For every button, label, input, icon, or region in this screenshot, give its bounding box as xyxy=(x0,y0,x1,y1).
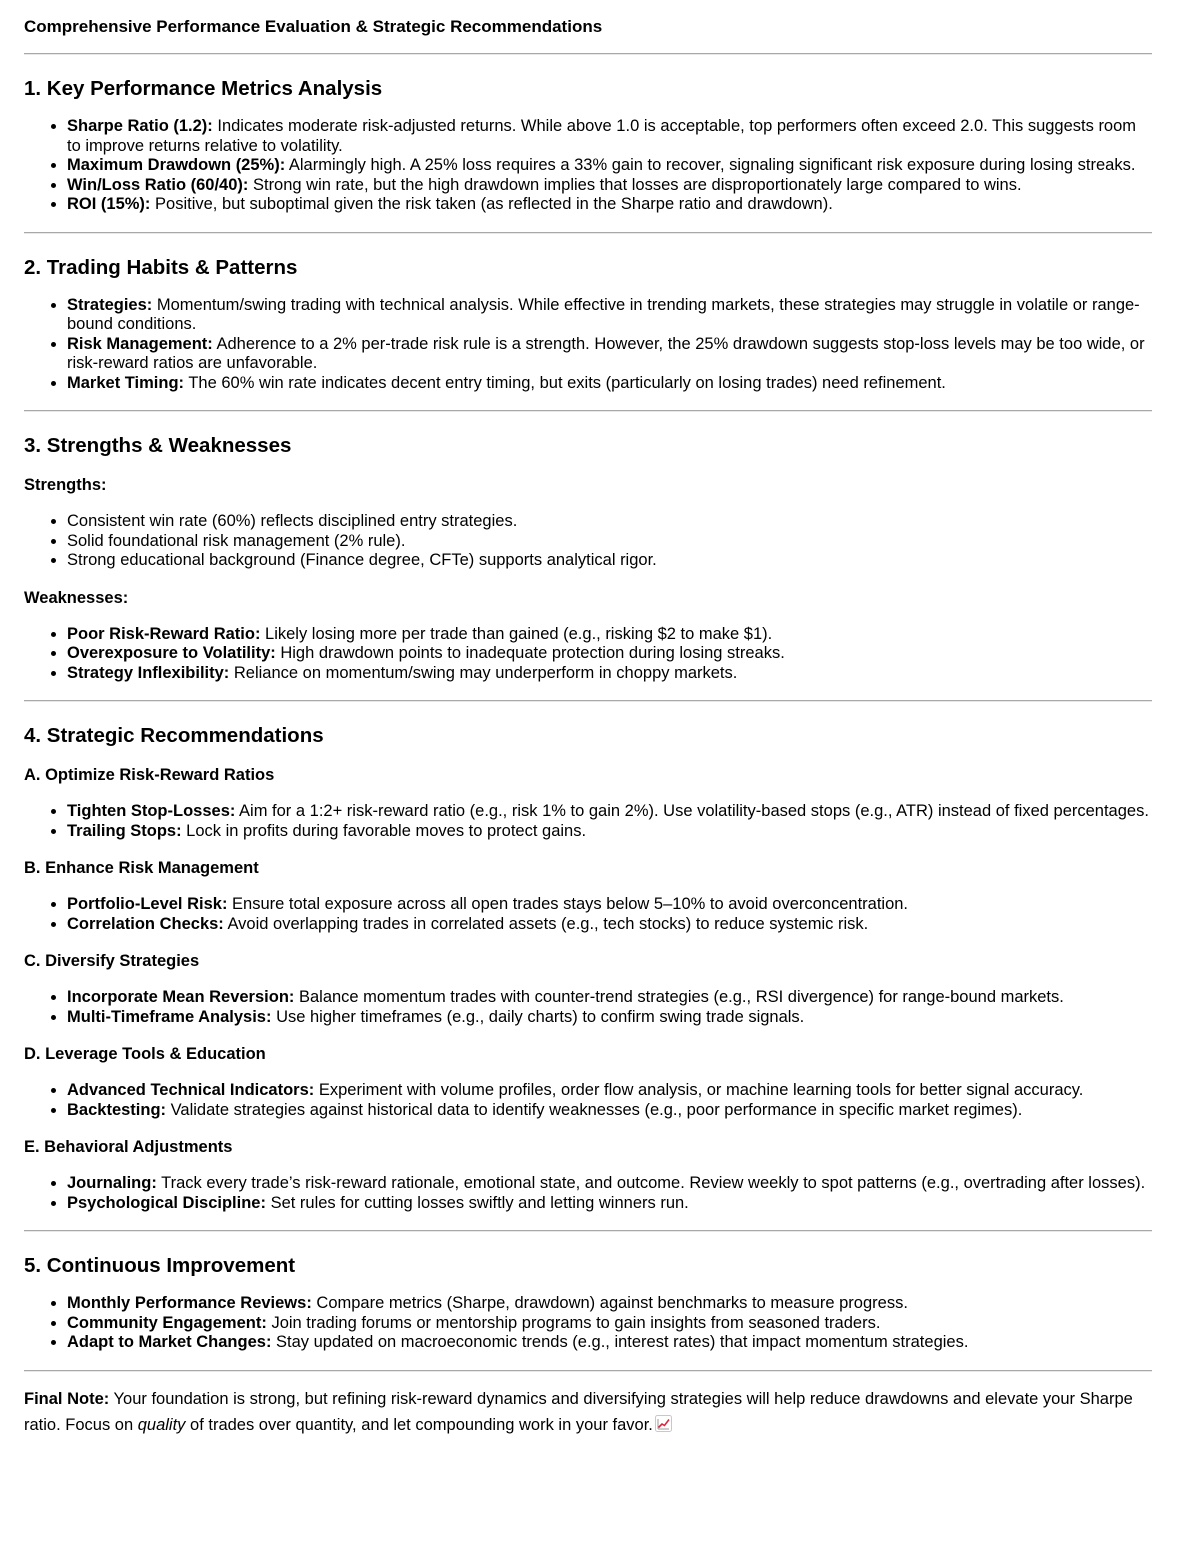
item-text: Experiment with volume profiles, order flow analysis, or machine learning tools for better signal accuracy. xyxy=(314,1081,1084,1099)
list-item xyxy=(67,176,1152,196)
item-label: Market Timing: xyxy=(67,373,185,392)
item-text: High drawdown points to inadequate protection during losing streaks. xyxy=(275,644,785,662)
item-label: Trailing Stops: xyxy=(67,821,182,840)
item-label: Incorporate Mean Reversion: xyxy=(67,988,295,1006)
item-text: Validate strategies against historical data to identify weaknesses (e.g., poor performance in specific market regimes). xyxy=(166,1100,1023,1119)
section-trading-habits xyxy=(24,255,1152,394)
improvement-list xyxy=(24,1294,1152,1353)
final-note-text: Your foundation is strong, but refining risk-reward dynamics and diversifying strategies will help reduce drawdowns and elevate your Sharpe ratio. Focus on xyxy=(24,1389,1133,1434)
item-text: The 60% win rate indicates decent entry timing, but exits (particularly on losing trades) need refinement. xyxy=(184,373,946,392)
list-item xyxy=(67,915,1152,935)
subsection-heading: D. Leverage Tools & Education xyxy=(24,1045,266,1063)
final-note-emphasis: quality xyxy=(137,1415,186,1434)
section-heading: 1. Key Performance Metrics Analysis xyxy=(24,77,383,100)
item-label: Portfolio-Level Risk: xyxy=(67,895,228,913)
item-label: Poor Risk-Reward Ratio: xyxy=(67,624,261,643)
list-item xyxy=(67,1294,1152,1314)
divider xyxy=(24,232,1152,234)
recommendations-list xyxy=(24,802,1152,841)
item-text: Join trading forums or mentorship programs to gain insights from seasoned traders. xyxy=(266,1313,881,1332)
list-item xyxy=(67,1194,1152,1214)
item-label: Correlation Checks: xyxy=(67,914,224,933)
item-label: ROI (15%): xyxy=(67,195,151,213)
divider xyxy=(24,700,1152,702)
list-item xyxy=(67,625,1152,645)
section-heading: 3. Strengths & Weaknesses xyxy=(24,434,292,457)
list-item xyxy=(67,664,1152,684)
list-item: • Consistent win rate (60%) reflects disciplined entry strategies. xyxy=(67,512,1152,532)
habits-list xyxy=(24,296,1152,394)
divider xyxy=(24,1230,1152,1232)
item-text: Stay updated on macroeconomic trends (e.g., interest rates) that impact momentum strategies. xyxy=(271,1333,969,1351)
item-label: Multi-Timeframe Analysis: xyxy=(67,1007,272,1026)
item-label: Journaling: xyxy=(67,1174,157,1192)
list-item xyxy=(67,644,1152,664)
list-item xyxy=(67,296,1152,335)
item-text: Likely losing more per trade than gained (e.g., risking $2 to make $1). xyxy=(260,624,773,643)
list-item xyxy=(67,335,1152,374)
list-item: • Strong educational background (Finance degree, CFTe) supports analytical rigor. xyxy=(67,551,1152,571)
item-text: Indicates moderate risk-adjusted returns. While above 1.0 is acceptable, top performers often exceed 2.0. This suggests room to improve returns relative to volatility. xyxy=(67,117,1137,155)
list-item xyxy=(67,988,1152,1008)
divider xyxy=(24,1370,1152,1372)
list-item xyxy=(67,1081,1152,1101)
item-label: Sharpe Ratio (1.2): xyxy=(67,117,213,135)
item-label: Community Engagement: xyxy=(67,1313,267,1332)
item-text: Strong win rate, but the high drawdown implies that losses are disproportionately large compared to wins. xyxy=(248,175,1022,194)
list-item xyxy=(67,374,1152,394)
item-text: Ensure total exposure across all open trades stays below 5–10% to avoid overconcentration. xyxy=(227,895,909,913)
list-item xyxy=(67,822,1152,842)
section-strengths-weaknesses xyxy=(24,433,1152,683)
subsection-heading: A. Optimize Risk-Reward Ratios xyxy=(24,766,275,784)
item-label: Backtesting: xyxy=(67,1100,167,1119)
strengths-list xyxy=(24,512,1152,571)
item-text: Alarmingly high. A 25% loss requires a 33% gain to recover, signaling significant risk exposure during losing streaks. xyxy=(285,156,1136,174)
item-label: Strategies: xyxy=(67,295,153,314)
item-text: Momentum/swing trading with technical analysis. While effective in trending markets, these strategies may struggle in volatile or range-bound conditions. xyxy=(67,295,1140,333)
list-item xyxy=(67,1314,1152,1334)
chart-increasing-icon xyxy=(655,1414,672,1431)
list-item xyxy=(67,1008,1152,1028)
weaknesses-list xyxy=(24,625,1152,684)
item-text: Track every trade’s risk-reward rationale, emotional state, and outcome. Review weekly to spot patterns (e.g., overtrading after losses). xyxy=(156,1174,1146,1192)
item-label: Win/Loss Ratio (60/40): xyxy=(67,175,249,194)
section-key-metrics xyxy=(24,76,1152,215)
subsection-heading: B. Enhance Risk Management xyxy=(24,859,259,877)
section-heading: 5. Continuous Improvement xyxy=(24,1254,296,1277)
weaknesses-heading: Weaknesses: xyxy=(24,588,129,607)
item-text: Adherence to a 2% per-trade risk rule is a strength. However, the 25% drawdown suggests stop-loss levels may be too wide, or risk-reward ratios are unfavorable. xyxy=(67,334,1145,372)
list-item xyxy=(67,802,1152,822)
item-text: Compare metrics (Sharpe, drawdown) against benchmarks to measure progress. xyxy=(311,1294,908,1312)
page-title: Comprehensive Performance Evaluation & Strategic Recommendations xyxy=(24,17,603,36)
section-heading: 4. Strategic Recommendations xyxy=(24,724,324,747)
strengths-heading: Strengths: xyxy=(24,476,107,494)
list-item xyxy=(67,117,1152,156)
item-text: Avoid overlapping trades in correlated assets (e.g., tech stocks) to reduce systemic risk. xyxy=(223,914,869,933)
list-item xyxy=(67,1174,1152,1194)
item-text: Use higher timeframes (e.g., daily charts) to confirm swing trade signals. xyxy=(271,1007,805,1026)
final-note-label: Final Note: xyxy=(24,1389,110,1408)
list-item xyxy=(67,895,1152,915)
item-label: Overexposure to Volatility: xyxy=(67,644,276,662)
metrics-list xyxy=(24,117,1152,215)
item-label: Risk Management: xyxy=(67,334,213,353)
divider xyxy=(24,53,1152,55)
section-strategic-recommendations xyxy=(24,723,1152,1213)
item-label: Monthly Performance Reviews: xyxy=(67,1294,312,1312)
subsection-heading: E. Behavioral Adjustments xyxy=(24,1138,233,1156)
item-text: Reliance on momentum/swing may underperform in choppy markets. xyxy=(229,663,738,682)
item-label: Advanced Technical Indicators: xyxy=(67,1081,315,1099)
list-item xyxy=(67,1101,1152,1121)
item-text: Balance momentum trades with counter-trend strategies (e.g., RSI divergence) for range-bound markets. xyxy=(294,988,1064,1006)
section-heading: 2. Trading Habits & Patterns xyxy=(24,255,298,279)
final-note-text-end: of trades over quantity, and let compounding work in your favor. xyxy=(185,1415,653,1434)
recommendations-list xyxy=(24,1174,1152,1213)
item-label: Adapt to Market Changes: xyxy=(67,1333,272,1351)
list-item xyxy=(67,156,1152,176)
item-label: Tighten Stop-Losses: xyxy=(67,802,236,820)
item-label: Strategy Inflexibility: xyxy=(67,663,230,682)
item-text: Lock in profits during favorable moves to protect gains. xyxy=(181,821,587,840)
item-text: Set rules for cutting losses swiftly and letting winners run. xyxy=(265,1193,689,1212)
item-label: Psychological Discipline: xyxy=(67,1193,266,1212)
recommendations-list xyxy=(24,895,1152,934)
item-text: Positive, but suboptimal given the risk taken (as reflected in the Sharpe ratio and drawdown). xyxy=(150,195,833,213)
recommendations-list xyxy=(24,1081,1152,1120)
final-note xyxy=(24,1386,1152,1438)
divider xyxy=(24,410,1152,412)
chart-increasing-icon-graphic xyxy=(655,1415,672,1432)
list-item xyxy=(67,1333,1152,1353)
recommendations-list xyxy=(24,988,1152,1027)
list-item xyxy=(67,195,1152,215)
item-text: Aim for a 1:2+ risk-reward ratio (e.g., risk 1% to gain 2%). Use volatility-based stops (e.g., ATR) instead of fixed percentages. xyxy=(235,802,1149,820)
item-label: Maximum Drawdown (25%): xyxy=(67,156,286,174)
subsection-heading: C. Diversify Strategies xyxy=(24,952,200,970)
list-item: • Solid foundational risk management (2% rule). xyxy=(67,532,1152,552)
section-continuous-improvement xyxy=(24,1253,1152,1353)
